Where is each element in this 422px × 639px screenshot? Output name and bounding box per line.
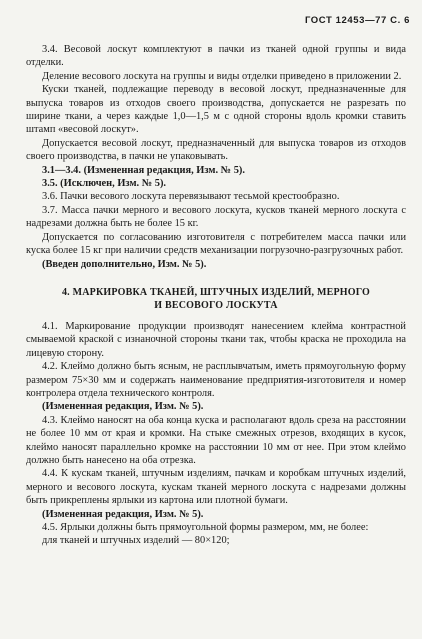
paragraph: Допускается по согласованию изготовителя с потребителем масса пачки или куска более 15 кг при наличии средств механизации погрузочно-разгрузочных работ. (26, 231, 406, 257)
section-title: 4. МАРКИРОВКА ТКАНЕЙ, ШТУЧНЫХ ИЗДЕЛИЙ, МЕРНОГО И ВЕСОВОГО ЛОСКУТА (61, 286, 371, 311)
paragraph: 3.6. Пачки весового лоскута перевязывают тесьмой крестообразно. (42, 191, 340, 203)
paragraph: 4.1. Маркирование продукции производят нанесением клейма контрастной смываемой краской с изнаночной стороны ткани так, чтобы краска не проходила на лицевую сторону. (26, 320, 406, 359)
paragraph: Куски тканей, подлежащие переводу в весовой лоскут, предназначенные для выпуска товаров из отходов своего производства, допускается не разрезать по ширине ткани, а через каждые 1,0—1,5 м с одной стороны вдоль кромки ставить штамп «весовой лоскут». (26, 84, 406, 136)
page-header: ГОСТ 12453—77 С. 6 (304, 15, 410, 26)
paragraph: Допускается весовой лоскут, предназначенный для выпуска товаров из отходов своего производства, в пачки не упаковывать. (26, 137, 406, 163)
amendment-note: 3.5. (Исключен, Изм. № 5). (42, 178, 167, 190)
amendment-note: (Измененная редакция, Изм. № 5). (42, 401, 204, 413)
amendment-note: (Введен дополнительно, Изм. № 5). (42, 258, 207, 270)
paragraph: Деление весового лоскута на группы и виды отделки приведено в приложении 2. (42, 70, 402, 82)
document-body (26, 43, 406, 548)
amendment-note: 3.1—3.4. (Измененная редакция, Изм. № 5). (42, 164, 245, 176)
paragraph: 4.3. Клеймо наносят на оба конца куска и располагают вдоль среза на расстоянии не более 10 мм от края и кромки. На стыке смежных отрезов, входящих в кусок, клеймо наносят параллельно кромке на расстоянии 10 мм от нее. При этом клеймо должно быть нанесено на оба отрезка. (26, 414, 406, 466)
amendment-note: (Измененная редакция, Изм. № 5). (42, 508, 204, 520)
paragraph: 4.2. Клеймо должно быть ясным, не расплывчатым, иметь прямоугольную форму размером 75×30 мм и содержать наименование предприятия-изготовителя и номер контролера отдела технического контроля. (26, 361, 406, 399)
paragraph: 4.4. К кускам тканей, штучным изделиям, пачкам и коробкам штучных изделий, мерного и весового лоскута, кускам тканей мерного лоскута с надрезами должны быть прикреплены ярлыки из картона или плотной бумаги. (26, 468, 406, 507)
paragraph: 3.7. Масса пачки мерного и весового лоскута, кусков тканей мерного лоскута с надрезами должна быть не более 15 кг. (26, 204, 406, 230)
paragraph: 4.5. Ярлыки должны быть прямоугольной формы размером, мм, не более: (42, 522, 369, 533)
paragraph: 3.4. Весовой лоскут комплектуют в пачки из тканей одной группы и вида отделки. (26, 44, 406, 69)
paragraph: для тканей и штучных изделий — 80×120; (42, 535, 230, 547)
